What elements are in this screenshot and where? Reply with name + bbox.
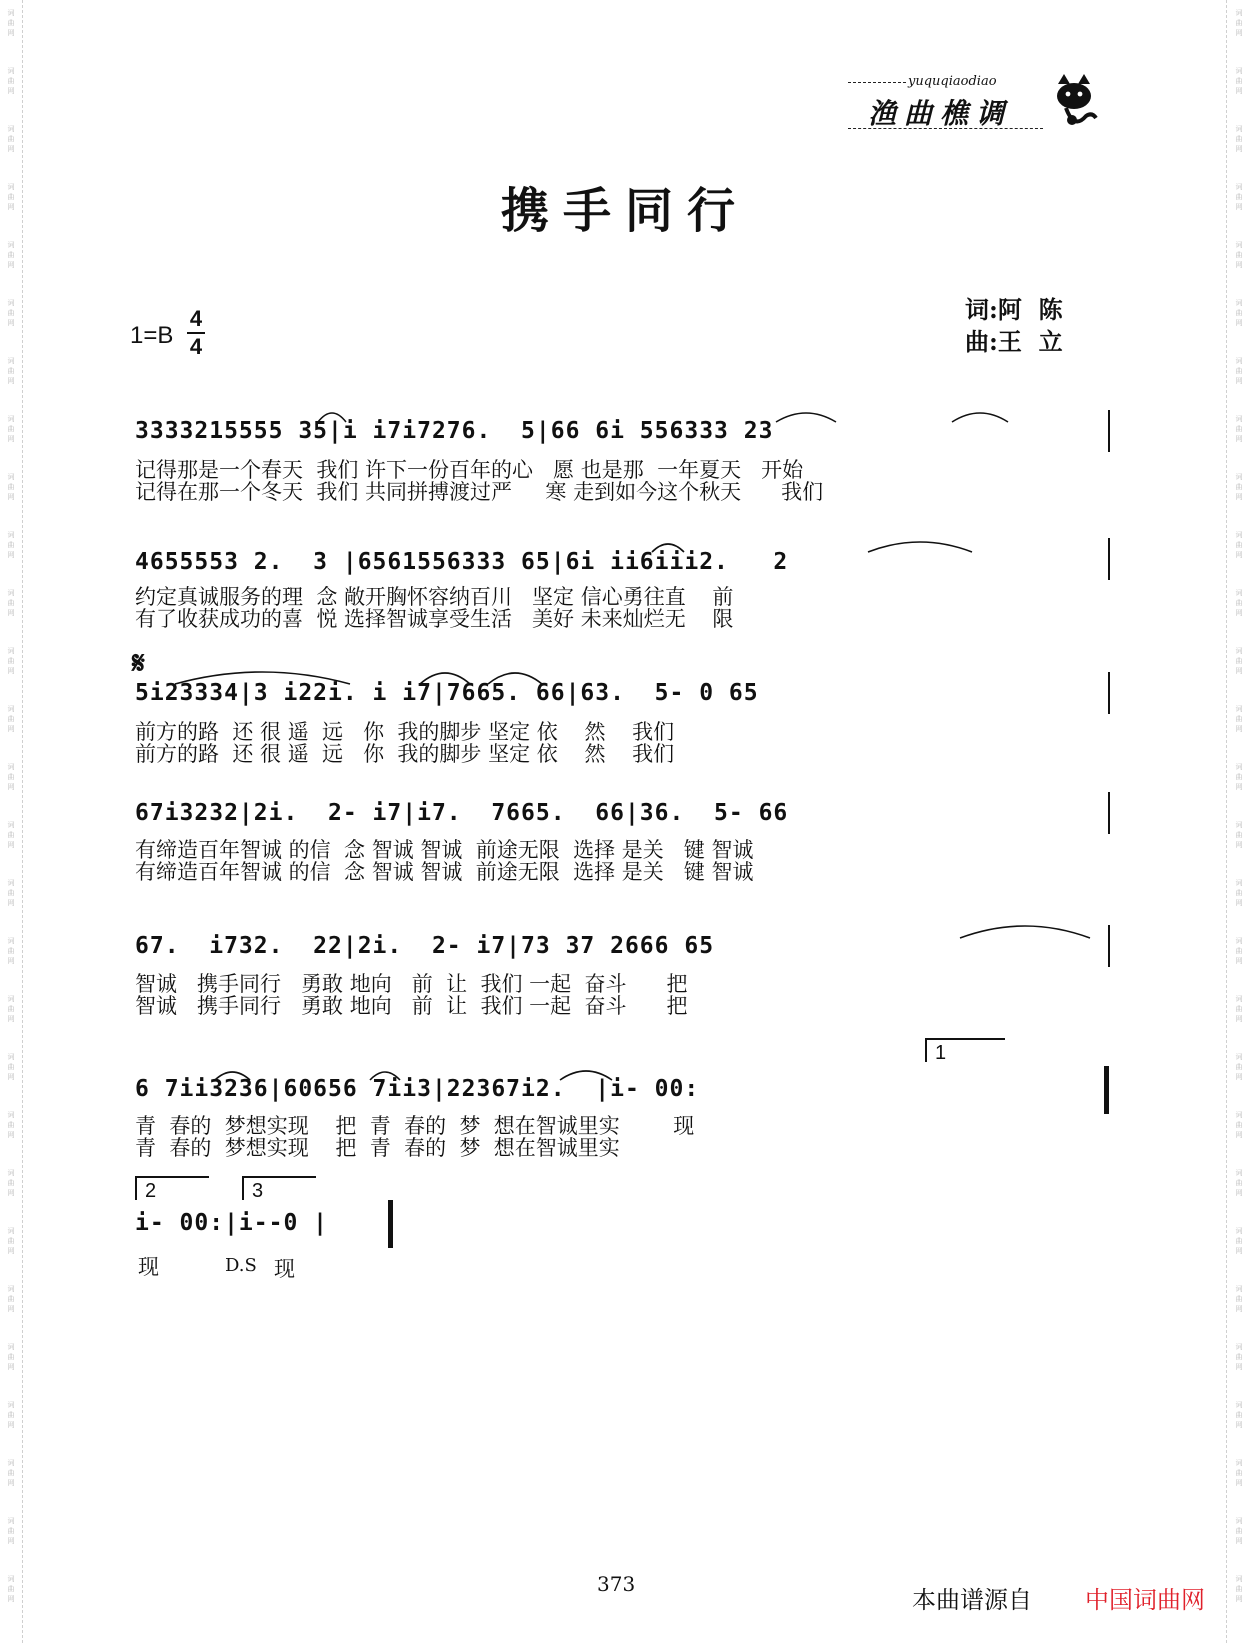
side-watermark-text: 词 曲 网: [1235, 647, 1243, 675]
system-4-notes: 67i3232|2i. 2- i7|i7. 7665. 66|36. 5- 66: [135, 800, 789, 826]
page-number: 373: [597, 1572, 636, 1596]
side-watermark-text: 词 曲 网: [7, 763, 15, 791]
composer-credit: 曲:王 立: [965, 327, 1063, 356]
logo-small-text: yuquqiaodiao: [908, 74, 997, 89]
system-3-notes: 5i23334|3 i22i. i i7|7665. 66|63. 5- 0 65: [135, 680, 759, 706]
volta-label-3: 3: [252, 1180, 264, 1202]
side-watermark-text: 词 曲 网: [7, 879, 15, 907]
system-5-lyrics-verse1: 智诚 携手同行 勇敢 地向 前 让 我们 一起 奋斗 把: [135, 972, 688, 996]
side-watermark-text: 词 曲 网: [1235, 531, 1243, 559]
side-watermark-text: 词 曲 网: [7, 415, 15, 443]
side-watermark-text: 词 曲 网: [7, 995, 15, 1023]
side-watermark-text: 词 曲 网: [7, 1459, 15, 1487]
side-watermark-text: 词 曲 网: [1235, 1517, 1243, 1545]
side-watermark-text: 词 曲 网: [1235, 473, 1243, 501]
side-watermark-text: 词 曲 网: [7, 183, 15, 211]
system-6-lyrics-verse2: 青 春的 梦想实现 把 青 春的 梦 想在智诚里实: [135, 1136, 620, 1160]
system-1-notes: 3333215555 35|i i7i7276. 5|66 6i 556333 23: [135, 418, 774, 444]
side-watermark-text: 词 曲 网: [1235, 995, 1243, 1023]
side-watermark-text: 词 曲 网: [1235, 67, 1243, 95]
side-watermark-text: 词 曲 网: [1235, 357, 1243, 385]
side-watermark-text: 词 曲 网: [1235, 1285, 1243, 1313]
side-watermark-text: 词 曲 网: [7, 531, 15, 559]
side-watermark-text: 词 曲 网: [7, 357, 15, 385]
side-watermark-text: 词 曲 网: [7, 589, 15, 617]
system-4-lyrics-verse2: 有缔造百年智诚 的信 念 智诚 智诚 前途无限 选择 是关 键 智诚: [135, 860, 754, 884]
volta-label-1: 1: [935, 1042, 947, 1064]
slur: [960, 926, 1090, 938]
lyricist-credit: 词:阿 陈: [965, 295, 1063, 324]
meter-bottom: 4: [189, 334, 203, 359]
song-title: 携手同行: [500, 183, 749, 239]
side-watermark-text: 词 曲 网: [1235, 241, 1243, 269]
side-watermark-text: 词 曲 网: [7, 647, 15, 675]
side-watermark-text: 词 曲 网: [7, 1517, 15, 1545]
system-2-lyrics-verse2: 有了收获成功的喜 悦 选择智诚享受生活 美好 未来灿烂无 限: [135, 607, 734, 631]
side-watermark-text: 词 曲 网: [7, 821, 15, 849]
side-watermark-text: 词 曲 网: [7, 67, 15, 95]
system-1-lyrics-verse1: 记得那是一个春天 我们 许下一份百年的心 愿 也是那 一年夏天 开始: [135, 458, 804, 482]
side-watermark-text: 词 曲 网: [7, 705, 15, 733]
source-site-link[interactable]: 中国词曲网: [1085, 1586, 1205, 1614]
side-watermark-text: 词 曲 网: [7, 1575, 15, 1603]
system-2-notes: 4655553 2. 3 |6561556333 65|6i ii6iii2. 2: [135, 549, 789, 575]
side-watermark-text: 词 曲 网: [1235, 1343, 1243, 1371]
side-watermark-text: 词 曲 网: [7, 1401, 15, 1429]
side-watermark-text: 词 曲 网: [1235, 821, 1243, 849]
side-watermark-text: 词 曲 网: [1235, 589, 1243, 617]
volta-label-2: 2: [145, 1180, 157, 1202]
slur: [488, 673, 542, 684]
side-watermark-text: 词 曲 网: [1235, 125, 1243, 153]
slur: [175, 672, 350, 684]
side-watermark-text: 词 曲 网: [1235, 299, 1243, 327]
system-3-lyrics-verse1: 前方的路 还 很 遥 远 你 我的脚步 坚定 依 然 我们: [135, 720, 675, 744]
side-watermark-text: 词 曲 网: [1235, 1575, 1243, 1603]
system-5-notes: 67. i732. 22|2i. 2- i7|73 37 2666 65: [135, 933, 715, 959]
ds-mark: D.S: [225, 1255, 257, 1276]
system-6-notes: 6 7ii3236|60656 7ii3|22367i2. |i- 00:: [135, 1076, 700, 1102]
side-watermark-text: 词 曲 网: [7, 937, 15, 965]
side-watermark-text: 词 曲 网: [7, 1111, 15, 1139]
system-7-notes: i- 00:|i--0 |: [135, 1210, 329, 1236]
side-watermark-text: 词 曲 网: [1235, 1169, 1243, 1197]
side-watermark-text: 词 曲 网: [1235, 763, 1243, 791]
side-watermark-text: 词 曲 网: [7, 125, 15, 153]
side-watermark-text: 词 曲 网: [7, 241, 15, 269]
slur: [560, 1071, 612, 1080]
source-label: 本曲谱源自: [912, 1586, 1032, 1614]
side-watermark-text: 词 曲 网: [1235, 879, 1243, 907]
side-watermark-text: 词 曲 网: [7, 1169, 15, 1197]
system-3-lyrics-verse2: 前方的路 还 很 遥 远 你 我的脚步 坚定 依 然 我们: [135, 742, 675, 766]
side-watermark-text: 词 曲 网: [1235, 1227, 1243, 1255]
side-watermark-text: 词 曲 网: [1235, 705, 1243, 733]
slur: [215, 1072, 250, 1080]
slur: [318, 413, 346, 422]
side-watermark-text: 词 曲 网: [1235, 9, 1243, 37]
side-watermark-text: 词 曲 网: [1235, 937, 1243, 965]
key-signature: 1=B: [130, 322, 174, 349]
side-watermark-text: 词 曲 网: [7, 299, 15, 327]
system-7-ending-lyric: 现: [274, 1257, 295, 1281]
slur: [420, 673, 470, 684]
side-watermark-text: 词 曲 网: [1235, 415, 1243, 443]
side-watermark-text: 词 曲 网: [1235, 1401, 1243, 1429]
system-7-lyric: 现: [138, 1255, 159, 1279]
side-watermark-text: 词 曲 网: [7, 473, 15, 501]
side-watermark-text: 词 曲 网: [7, 9, 15, 37]
slur: [776, 413, 836, 422]
system-2-lyrics-verse1: 约定真诚服务的理 念 敞开胸怀容纳百川 坚定 信心勇往直 前: [135, 585, 734, 609]
side-watermark-text: 词 曲 网: [1235, 1459, 1243, 1487]
slur: [370, 1072, 400, 1080]
system-1-lyrics-verse2: 记得在那一个冬天 我们 共同拼搏渡过严 寒 走到如今这个秋天 我们: [135, 480, 824, 504]
slur: [868, 542, 972, 552]
meter-top: 4: [189, 306, 203, 331]
side-watermark-text: 词 曲 网: [7, 1343, 15, 1371]
side-watermark-text: 词 曲 网: [1235, 1053, 1243, 1081]
side-watermark-text: 词 曲 网: [7, 1227, 15, 1255]
logo-main-text: 渔曲樵调: [868, 97, 1013, 130]
segno-sign: 𝄋: [132, 646, 145, 681]
system-4-lyrics-verse1: 有缔造百年智诚 的信 念 智诚 智诚 前途无限 选择 是关 键 智诚: [135, 838, 754, 862]
slur: [652, 544, 684, 552]
side-watermark-text: 词 曲 网: [7, 1053, 15, 1081]
slur: [952, 413, 1008, 422]
side-watermark-text: 词 曲 网: [7, 1285, 15, 1313]
side-watermark-text: 词 曲 网: [1235, 1111, 1243, 1139]
system-6-lyrics-verse1: 青 春的 梦想实现 把 青 春的 梦 想在智诚里实 现: [135, 1114, 695, 1138]
system-5-lyrics-verse2: 智诚 携手同行 勇敢 地向 前 让 我们 一起 奋斗 把: [135, 994, 688, 1018]
side-watermark-text: 词 曲 网: [1235, 183, 1243, 211]
